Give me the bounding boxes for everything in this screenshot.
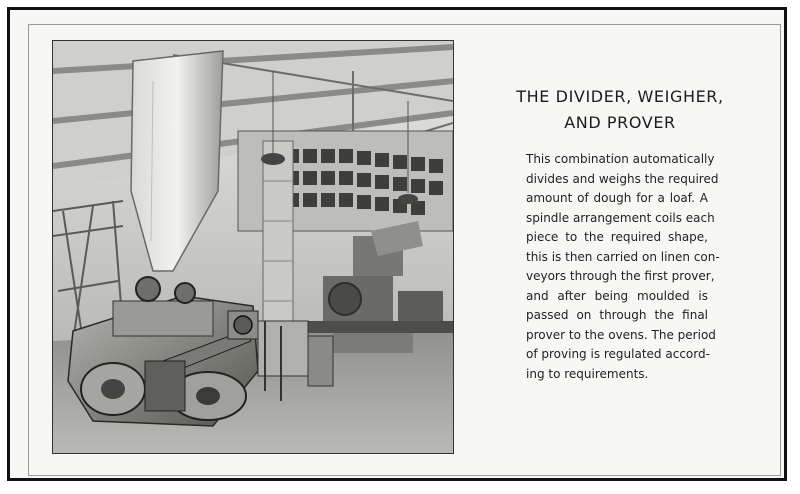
machinery-photograph bbox=[52, 40, 454, 454]
paragraph-line: divides and weighs the required bbox=[526, 171, 719, 186]
page-title bbox=[490, 84, 750, 136]
paragraph-line: piece to the required shape, bbox=[526, 230, 708, 244]
paragraph-line: of proving is regulated accord- bbox=[526, 347, 710, 361]
paragraph-line: prover to the ovens. The period bbox=[526, 327, 716, 342]
title-line: AND PROVER bbox=[564, 113, 676, 132]
paragraph-line: veyors through the first prover, bbox=[526, 269, 715, 283]
paragraph-line: ing to requirements. bbox=[526, 366, 649, 381]
description-paragraph bbox=[526, 150, 720, 384]
glass-column bbox=[263, 141, 293, 351]
paragraph-line: This combination automatically bbox=[526, 152, 715, 166]
conveyor bbox=[303, 321, 453, 333]
paragraph-line: this is then carried on linen con- bbox=[526, 249, 720, 264]
paragraph-line: and after being moulded is bbox=[526, 288, 708, 303]
paragraph-line: spindle arrangement coils each bbox=[526, 210, 715, 225]
title-line: THE DIVIDER, WEIGHER, bbox=[516, 87, 724, 106]
paragraph-line: amount of dough for a loaf. A bbox=[526, 191, 708, 205]
prover-windows bbox=[285, 149, 443, 215]
paragraph-line: passed on through the final bbox=[526, 308, 708, 322]
